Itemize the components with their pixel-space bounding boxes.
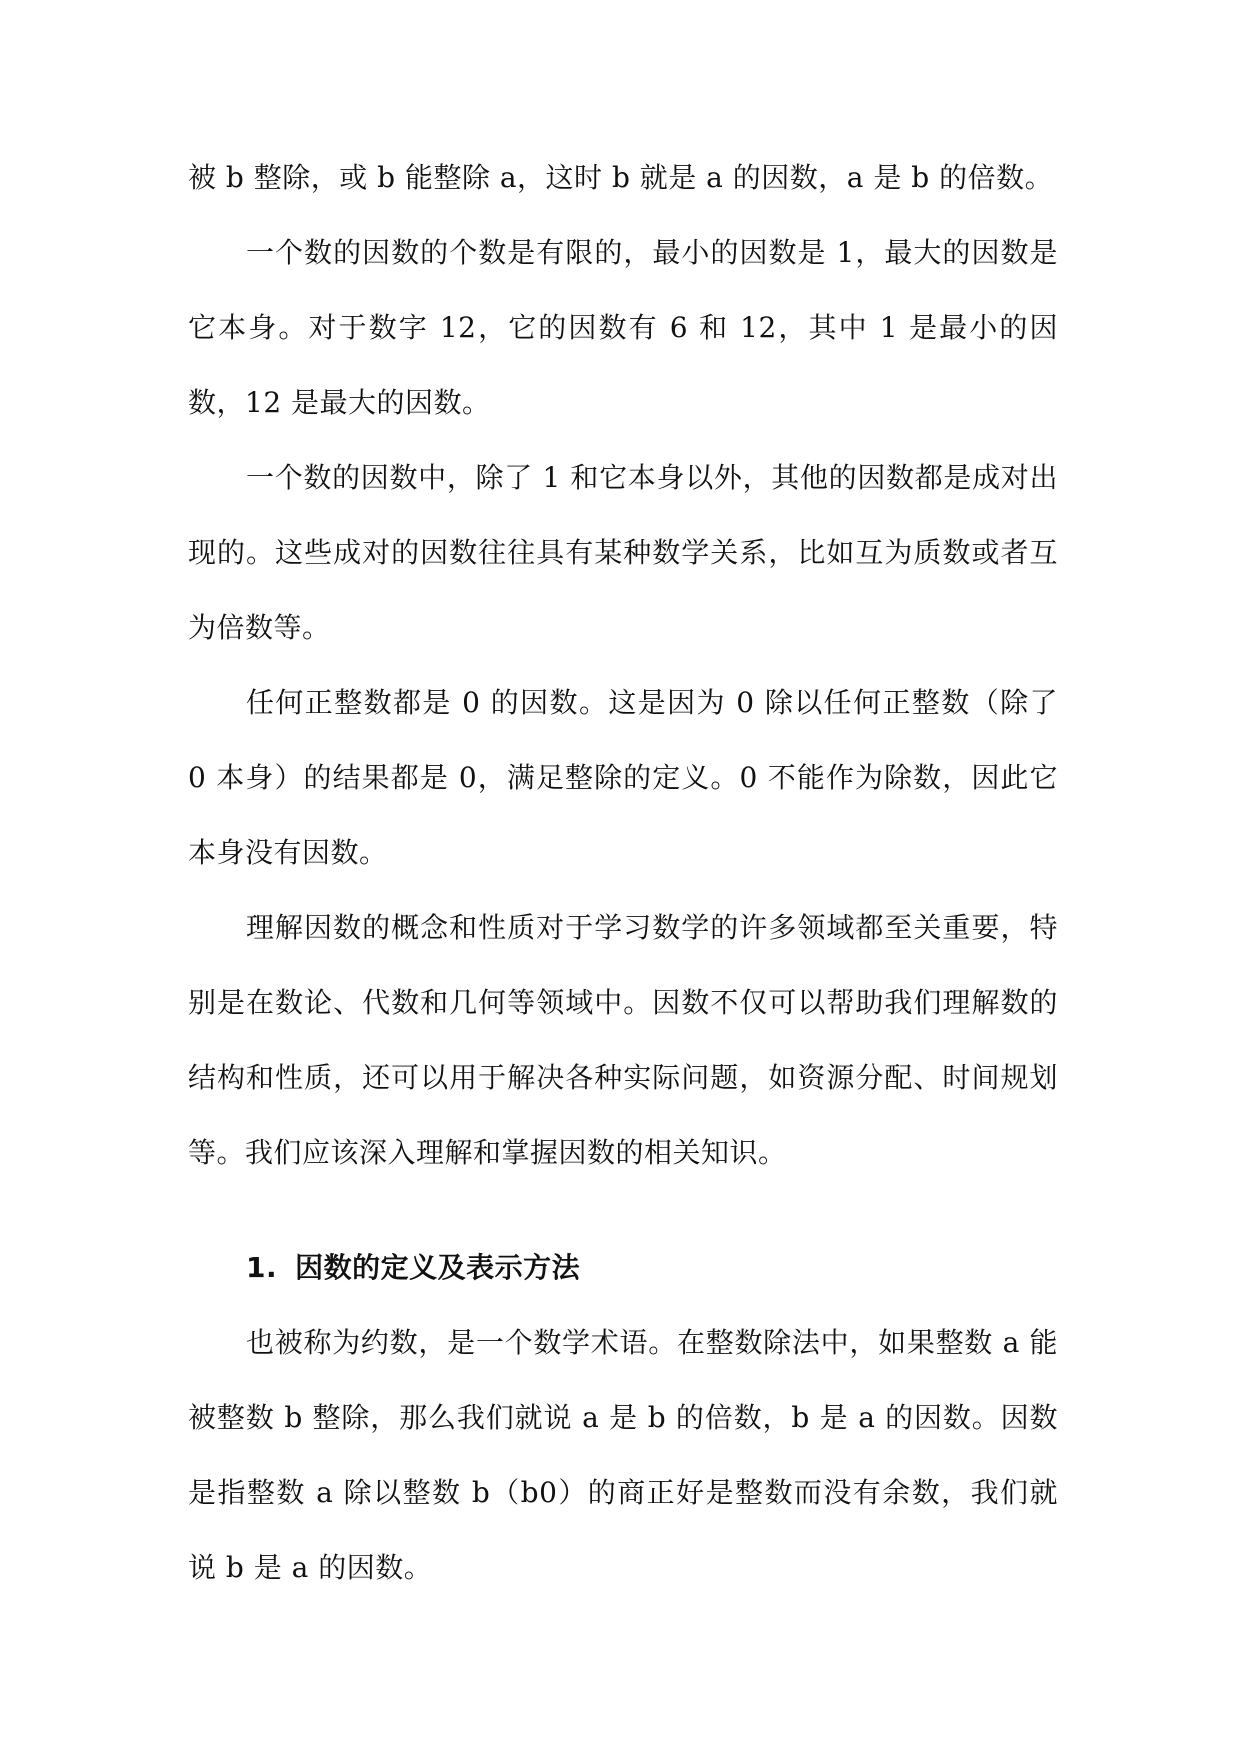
- section-number: 1.: [246, 1251, 278, 1284]
- paragraph-factor-count: 一个数的因数的个数是有限的，最小的因数是 1，最大的因数是它本身。对于数字 12，它的因数有 6 和 12，其中 1 是最小的因数，12 是最大的因数。: [188, 236, 1058, 419]
- document-body: [188, 140, 1058, 1605]
- paragraph-zero-factors: 任何正整数都是 0 的因数。这是因为 0 除以任何正整数（除了 0 本身）的结果都是 0，满足整除的定义。0 不能作为除数，因此它本身没有因数。: [188, 686, 1058, 869]
- paragraph-importance: 理解因数的概念和性质对于学习数学的许多领域都至关重要，特别是在数论、代数和几何等领域中。因数不仅可以帮助我们理解数的结构和性质，还可以用于解决各种实际问题，如资源分配、时间规划等。我们应该深入理解和掌握因数的相关知识。: [188, 911, 1058, 1169]
- paragraph-definition: 也被称为约数，是一个数学术语。在整数除法中，如果整数 a 能被整数 b 整除，那么我们就说 a 是 b 的倍数，b 是 a 的因数。因数是指整数 a 除以整数 b（b0）的商正好是整数而没有余数，我们就说 b 是 a 的因数。: [188, 1326, 1058, 1584]
- section-title: 因数的定义及表示方法: [295, 1251, 581, 1284]
- section-heading: [188, 1190, 1058, 1305]
- paragraph-paired-factors: 一个数的因数中，除了 1 和它本身以外，其他的因数都是成对出现的。这些成对的因数往往具有某种数学关系，比如互为质数或者互为倍数等。: [188, 461, 1058, 644]
- paragraph-continuation: 被 b 整除，或 b 能整除 a，这时 b 就是 a 的因数，a 是 b 的倍数。: [188, 161, 1054, 194]
